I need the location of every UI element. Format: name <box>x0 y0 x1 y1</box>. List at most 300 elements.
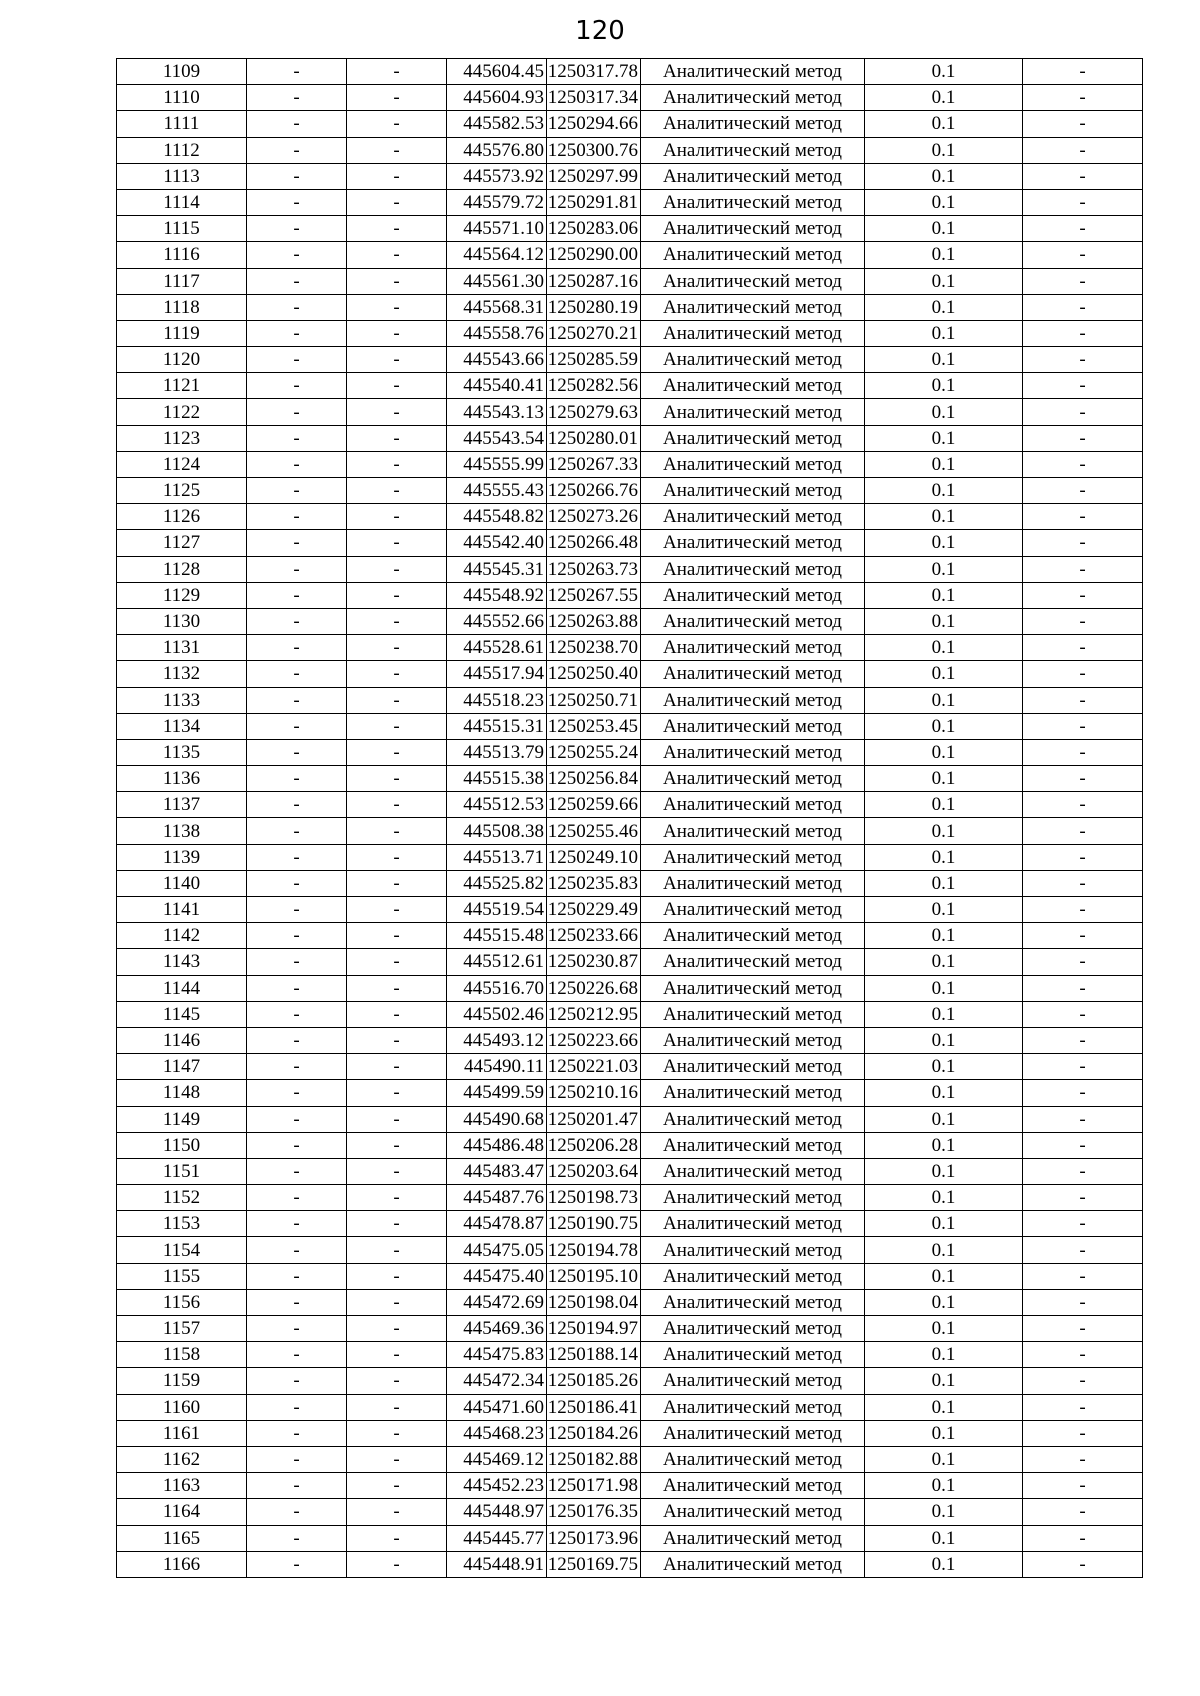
accuracy-cell: 0.1 <box>865 1263 1023 1289</box>
point-number-cell: 1161 <box>117 1420 247 1446</box>
point-number-cell: 1117 <box>117 268 247 294</box>
point-number-cell: 1147 <box>117 1054 247 1080</box>
x-coordinate-cell: 445545.31 <box>447 556 547 582</box>
method-cell: Аналитический метод <box>641 1237 865 1263</box>
y-coordinate-cell: 1250188.14 <box>547 1342 641 1368</box>
y-coordinate-cell: 1250287.16 <box>547 268 641 294</box>
y-coordinate-cell: 1250249.10 <box>547 844 641 870</box>
empty-cell-1: - <box>247 844 347 870</box>
accuracy-cell: 0.1 <box>865 556 1023 582</box>
page-number: 120 <box>575 16 625 46</box>
x-coordinate-cell: 445468.23 <box>447 1420 547 1446</box>
empty-cell-1: - <box>247 1499 347 1525</box>
y-coordinate-cell: 1250253.45 <box>547 713 641 739</box>
table-row <box>117 1001 1143 1027</box>
empty-cell-2: - <box>347 1289 447 1315</box>
method-cell: Аналитический метод <box>641 739 865 765</box>
point-number-cell: 1121 <box>117 373 247 399</box>
empty-cell-3: - <box>1023 1027 1143 1053</box>
method-cell: Аналитический метод <box>641 1289 865 1315</box>
method-cell: Аналитический метод <box>641 661 865 687</box>
method-cell: Аналитический метод <box>641 373 865 399</box>
empty-cell-1: - <box>247 111 347 137</box>
accuracy-cell: 0.1 <box>865 1054 1023 1080</box>
y-coordinate-cell: 1250270.21 <box>547 320 641 346</box>
x-coordinate-cell: 445448.97 <box>447 1499 547 1525</box>
point-number-cell: 1127 <box>117 530 247 556</box>
y-coordinate-cell: 1250229.49 <box>547 897 641 923</box>
y-coordinate-cell: 1250182.88 <box>547 1446 641 1472</box>
x-coordinate-cell: 445475.83 <box>447 1342 547 1368</box>
method-cell: Аналитический метод <box>641 844 865 870</box>
accuracy-cell: 0.1 <box>865 451 1023 477</box>
x-coordinate-cell: 445604.45 <box>447 59 547 85</box>
y-coordinate-cell: 1250267.55 <box>547 582 641 608</box>
accuracy-cell: 0.1 <box>865 1473 1023 1499</box>
point-number-cell: 1165 <box>117 1525 247 1551</box>
x-coordinate-cell: 445483.47 <box>447 1158 547 1184</box>
x-coordinate-cell: 445528.61 <box>447 635 547 661</box>
accuracy-cell: 0.1 <box>865 1080 1023 1106</box>
method-cell: Аналитический метод <box>641 1132 865 1158</box>
empty-cell-2: - <box>347 1316 447 1342</box>
empty-cell-2: - <box>347 713 447 739</box>
y-coordinate-cell: 1250279.63 <box>547 399 641 425</box>
empty-cell-3: - <box>1023 713 1143 739</box>
accuracy-cell: 0.1 <box>865 635 1023 661</box>
x-coordinate-cell: 445604.93 <box>447 85 547 111</box>
y-coordinate-cell: 1250291.81 <box>547 189 641 215</box>
table-row <box>117 530 1143 556</box>
point-number-cell: 1149 <box>117 1106 247 1132</box>
accuracy-cell: 0.1 <box>865 897 1023 923</box>
empty-cell-2: - <box>347 1420 447 1446</box>
x-coordinate-cell: 445564.12 <box>447 242 547 268</box>
empty-cell-2: - <box>347 451 447 477</box>
method-cell: Аналитический метод <box>641 163 865 189</box>
table-row <box>117 163 1143 189</box>
empty-cell-3: - <box>1023 608 1143 634</box>
empty-cell-1: - <box>247 870 347 896</box>
table-row <box>117 294 1143 320</box>
point-number-cell: 1118 <box>117 294 247 320</box>
empty-cell-1: - <box>247 713 347 739</box>
table-row <box>117 1106 1143 1132</box>
accuracy-cell: 0.1 <box>865 242 1023 268</box>
method-cell: Аналитический метод <box>641 320 865 346</box>
x-coordinate-cell: 445555.99 <box>447 451 547 477</box>
table-row <box>117 923 1143 949</box>
y-coordinate-cell: 1250198.04 <box>547 1289 641 1315</box>
empty-cell-3: - <box>1023 1394 1143 1420</box>
empty-cell-1: - <box>247 1027 347 1053</box>
empty-cell-3: - <box>1023 189 1143 215</box>
point-number-cell: 1143 <box>117 949 247 975</box>
method-cell: Аналитический метод <box>641 1368 865 1394</box>
empty-cell-3: - <box>1023 739 1143 765</box>
x-coordinate-cell: 445555.43 <box>447 478 547 504</box>
y-coordinate-cell: 1250255.24 <box>547 739 641 765</box>
empty-cell-1: - <box>247 1473 347 1499</box>
empty-cell-3: - <box>1023 766 1143 792</box>
empty-cell-2: - <box>347 1132 447 1158</box>
empty-cell-2: - <box>347 242 447 268</box>
empty-cell-3: - <box>1023 635 1143 661</box>
y-coordinate-cell: 1250223.66 <box>547 1027 641 1053</box>
empty-cell-2: - <box>347 1211 447 1237</box>
point-number-cell: 1151 <box>117 1158 247 1184</box>
accuracy-cell: 0.1 <box>865 85 1023 111</box>
table-row <box>117 268 1143 294</box>
empty-cell-1: - <box>247 661 347 687</box>
point-number-cell: 1146 <box>117 1027 247 1053</box>
empty-cell-1: - <box>247 399 347 425</box>
accuracy-cell: 0.1 <box>865 268 1023 294</box>
empty-cell-2: - <box>347 189 447 215</box>
x-coordinate-cell: 445513.71 <box>447 844 547 870</box>
empty-cell-1: - <box>247 1446 347 1472</box>
y-coordinate-cell: 1250201.47 <box>547 1106 641 1132</box>
empty-cell-3: - <box>1023 320 1143 346</box>
point-number-cell: 1157 <box>117 1316 247 1342</box>
empty-cell-2: - <box>347 975 447 1001</box>
empty-cell-1: - <box>247 1551 347 1577</box>
empty-cell-1: - <box>247 425 347 451</box>
empty-cell-1: - <box>247 504 347 530</box>
empty-cell-1: - <box>247 923 347 949</box>
empty-cell-3: - <box>1023 1080 1143 1106</box>
empty-cell-2: - <box>347 739 447 765</box>
x-coordinate-cell: 445499.59 <box>447 1080 547 1106</box>
y-coordinate-cell: 1250185.26 <box>547 1368 641 1394</box>
method-cell: Аналитический метод <box>641 478 865 504</box>
table-row <box>117 1289 1143 1315</box>
point-number-cell: 1150 <box>117 1132 247 1158</box>
point-number-cell: 1125 <box>117 478 247 504</box>
x-coordinate-cell: 445513.79 <box>447 739 547 765</box>
empty-cell-1: - <box>247 1001 347 1027</box>
empty-cell-2: - <box>347 1080 447 1106</box>
empty-cell-2: - <box>347 1054 447 1080</box>
empty-cell-2: - <box>347 294 447 320</box>
accuracy-cell: 0.1 <box>865 818 1023 844</box>
empty-cell-3: - <box>1023 504 1143 530</box>
method-cell: Аналитический метод <box>641 59 865 85</box>
empty-cell-3: - <box>1023 425 1143 451</box>
accuracy-cell: 0.1 <box>865 687 1023 713</box>
method-cell: Аналитический метод <box>641 1551 865 1577</box>
table-row <box>117 1394 1143 1420</box>
accuracy-cell: 0.1 <box>865 189 1023 215</box>
method-cell: Аналитический метод <box>641 975 865 1001</box>
table-row <box>117 975 1143 1001</box>
point-number-cell: 1113 <box>117 163 247 189</box>
accuracy-cell: 0.1 <box>865 1106 1023 1132</box>
table-row <box>117 347 1143 373</box>
x-coordinate-cell: 445579.72 <box>447 189 547 215</box>
method-cell: Аналитический метод <box>641 713 865 739</box>
method-cell: Аналитический метод <box>641 923 865 949</box>
y-coordinate-cell: 1250212.95 <box>547 1001 641 1027</box>
accuracy-cell: 0.1 <box>865 320 1023 346</box>
empty-cell-3: - <box>1023 582 1143 608</box>
point-number-cell: 1166 <box>117 1551 247 1577</box>
x-coordinate-cell: 445493.12 <box>447 1027 547 1053</box>
table-row <box>117 792 1143 818</box>
x-coordinate-cell: 445543.13 <box>447 399 547 425</box>
empty-cell-1: - <box>247 687 347 713</box>
x-coordinate-cell: 445548.92 <box>447 582 547 608</box>
empty-cell-1: - <box>247 792 347 818</box>
empty-cell-1: - <box>247 1394 347 1420</box>
empty-cell-3: - <box>1023 399 1143 425</box>
empty-cell-1: - <box>247 635 347 661</box>
method-cell: Аналитический метод <box>641 1263 865 1289</box>
method-cell: Аналитический метод <box>641 897 865 923</box>
y-coordinate-cell: 1250282.56 <box>547 373 641 399</box>
empty-cell-1: - <box>247 189 347 215</box>
empty-cell-3: - <box>1023 975 1143 1001</box>
x-coordinate-cell: 445508.38 <box>447 818 547 844</box>
empty-cell-1: - <box>247 1211 347 1237</box>
y-coordinate-cell: 1250171.98 <box>547 1473 641 1499</box>
point-number-cell: 1140 <box>117 870 247 896</box>
method-cell: Аналитический метод <box>641 870 865 896</box>
table-row <box>117 242 1143 268</box>
empty-cell-3: - <box>1023 1237 1143 1263</box>
accuracy-cell: 0.1 <box>865 1420 1023 1446</box>
table-row <box>117 1525 1143 1551</box>
accuracy-cell: 0.1 <box>865 739 1023 765</box>
point-number-cell: 1134 <box>117 713 247 739</box>
empty-cell-1: - <box>247 1525 347 1551</box>
table-row <box>117 451 1143 477</box>
table-row <box>117 1368 1143 1394</box>
empty-cell-2: - <box>347 1027 447 1053</box>
accuracy-cell: 0.1 <box>865 294 1023 320</box>
y-coordinate-cell: 1250266.48 <box>547 530 641 556</box>
y-coordinate-cell: 1250297.99 <box>547 163 641 189</box>
accuracy-cell: 0.1 <box>865 870 1023 896</box>
method-cell: Аналитический метод <box>641 1473 865 1499</box>
table-row <box>117 1080 1143 1106</box>
y-coordinate-cell: 1250176.35 <box>547 1499 641 1525</box>
point-number-cell: 1154 <box>117 1237 247 1263</box>
point-number-cell: 1136 <box>117 766 247 792</box>
empty-cell-2: - <box>347 373 447 399</box>
x-coordinate-cell: 445469.36 <box>447 1316 547 1342</box>
y-coordinate-cell: 1250280.19 <box>547 294 641 320</box>
table-row <box>117 1551 1143 1577</box>
empty-cell-3: - <box>1023 792 1143 818</box>
method-cell: Аналитический метод <box>641 189 865 215</box>
method-cell: Аналитический метод <box>641 1185 865 1211</box>
empty-cell-2: - <box>347 582 447 608</box>
accuracy-cell: 0.1 <box>865 530 1023 556</box>
empty-cell-2: - <box>347 59 447 85</box>
coordinates-table <box>116 58 1143 1578</box>
x-coordinate-cell: 445518.23 <box>447 687 547 713</box>
table-row <box>117 1263 1143 1289</box>
empty-cell-1: - <box>247 1263 347 1289</box>
accuracy-cell: 0.1 <box>865 1132 1023 1158</box>
empty-cell-1: - <box>247 897 347 923</box>
table-row <box>117 373 1143 399</box>
table-row <box>117 216 1143 242</box>
y-coordinate-cell: 1250194.78 <box>547 1237 641 1263</box>
method-cell: Аналитический метод <box>641 504 865 530</box>
empty-cell-1: - <box>247 373 347 399</box>
accuracy-cell: 0.1 <box>865 163 1023 189</box>
accuracy-cell: 0.1 <box>865 399 1023 425</box>
method-cell: Аналитический метод <box>641 85 865 111</box>
method-cell: Аналитический метод <box>641 1446 865 1472</box>
method-cell: Аналитический метод <box>641 608 865 634</box>
method-cell: Аналитический метод <box>641 347 865 373</box>
empty-cell-2: - <box>347 320 447 346</box>
empty-cell-1: - <box>247 530 347 556</box>
table-row <box>117 739 1143 765</box>
x-coordinate-cell: 445543.54 <box>447 425 547 451</box>
point-number-cell: 1109 <box>117 59 247 85</box>
method-cell: Аналитический метод <box>641 1211 865 1237</box>
y-coordinate-cell: 1250221.03 <box>547 1054 641 1080</box>
table-row <box>117 137 1143 163</box>
empty-cell-3: - <box>1023 1316 1143 1342</box>
point-number-cell: 1152 <box>117 1185 247 1211</box>
x-coordinate-cell: 445543.66 <box>447 347 547 373</box>
method-cell: Аналитический метод <box>641 242 865 268</box>
table-row <box>117 85 1143 111</box>
empty-cell-3: - <box>1023 661 1143 687</box>
accuracy-cell: 0.1 <box>865 1316 1023 1342</box>
empty-cell-1: - <box>247 975 347 1001</box>
empty-cell-2: - <box>347 1237 447 1263</box>
empty-cell-1: - <box>247 1080 347 1106</box>
empty-cell-3: - <box>1023 478 1143 504</box>
empty-cell-3: - <box>1023 1185 1143 1211</box>
accuracy-cell: 0.1 <box>865 216 1023 242</box>
y-coordinate-cell: 1250300.76 <box>547 137 641 163</box>
empty-cell-3: - <box>1023 1054 1143 1080</box>
point-number-cell: 1159 <box>117 1368 247 1394</box>
y-coordinate-cell: 1250195.10 <box>547 1263 641 1289</box>
empty-cell-1: - <box>247 59 347 85</box>
empty-cell-2: - <box>347 1001 447 1027</box>
empty-cell-1: - <box>247 739 347 765</box>
empty-cell-2: - <box>347 687 447 713</box>
x-coordinate-cell: 445540.41 <box>447 373 547 399</box>
empty-cell-1: - <box>247 1132 347 1158</box>
x-coordinate-cell: 445516.70 <box>447 975 547 1001</box>
empty-cell-3: - <box>1023 268 1143 294</box>
empty-cell-1: - <box>247 451 347 477</box>
empty-cell-3: - <box>1023 1368 1143 1394</box>
empty-cell-3: - <box>1023 137 1143 163</box>
empty-cell-3: - <box>1023 556 1143 582</box>
empty-cell-3: - <box>1023 1106 1143 1132</box>
table-row <box>117 635 1143 661</box>
accuracy-cell: 0.1 <box>865 373 1023 399</box>
x-coordinate-cell: 445469.12 <box>447 1446 547 1472</box>
point-number-cell: 1124 <box>117 451 247 477</box>
table-body <box>117 59 1143 1578</box>
empty-cell-2: - <box>347 635 447 661</box>
point-number-cell: 1112 <box>117 137 247 163</box>
empty-cell-2: - <box>347 608 447 634</box>
point-number-cell: 1128 <box>117 556 247 582</box>
empty-cell-1: - <box>247 294 347 320</box>
x-coordinate-cell: 445542.40 <box>447 530 547 556</box>
empty-cell-1: - <box>247 818 347 844</box>
point-number-cell: 1137 <box>117 792 247 818</box>
y-coordinate-cell: 1250263.88 <box>547 608 641 634</box>
x-coordinate-cell: 445475.40 <box>447 1263 547 1289</box>
accuracy-cell: 0.1 <box>865 478 1023 504</box>
table-row <box>117 1237 1143 1263</box>
method-cell: Аналитический метод <box>641 582 865 608</box>
accuracy-cell: 0.1 <box>865 792 1023 818</box>
accuracy-cell: 0.1 <box>865 923 1023 949</box>
accuracy-cell: 0.1 <box>865 1158 1023 1184</box>
x-coordinate-cell: 445490.11 <box>447 1054 547 1080</box>
empty-cell-2: - <box>347 1473 447 1499</box>
point-number-cell: 1139 <box>117 844 247 870</box>
empty-cell-3: - <box>1023 1525 1143 1551</box>
empty-cell-2: - <box>347 1185 447 1211</box>
empty-cell-3: - <box>1023 163 1143 189</box>
point-number-cell: 1131 <box>117 635 247 661</box>
method-cell: Аналитический метод <box>641 425 865 451</box>
accuracy-cell: 0.1 <box>865 1394 1023 1420</box>
y-coordinate-cell: 1250238.70 <box>547 635 641 661</box>
empty-cell-1: - <box>247 556 347 582</box>
x-coordinate-cell: 445525.82 <box>447 870 547 896</box>
point-number-cell: 1110 <box>117 85 247 111</box>
x-coordinate-cell: 445486.48 <box>447 1132 547 1158</box>
empty-cell-1: - <box>247 163 347 189</box>
point-number-cell: 1130 <box>117 608 247 634</box>
table-row <box>117 1473 1143 1499</box>
table-row <box>117 556 1143 582</box>
empty-cell-2: - <box>347 1263 447 1289</box>
empty-cell-2: - <box>347 268 447 294</box>
table-row <box>117 399 1143 425</box>
table-row <box>117 1158 1143 1184</box>
empty-cell-3: - <box>1023 111 1143 137</box>
y-coordinate-cell: 1250294.66 <box>547 111 641 137</box>
empty-cell-2: - <box>347 1499 447 1525</box>
x-coordinate-cell: 445478.87 <box>447 1211 547 1237</box>
table-row <box>117 504 1143 530</box>
empty-cell-3: - <box>1023 1211 1143 1237</box>
y-coordinate-cell: 1250173.96 <box>547 1525 641 1551</box>
method-cell: Аналитический метод <box>641 268 865 294</box>
empty-cell-2: - <box>347 870 447 896</box>
y-coordinate-cell: 1250283.06 <box>547 216 641 242</box>
method-cell: Аналитический метод <box>641 1106 865 1132</box>
point-number-cell: 1129 <box>117 582 247 608</box>
table-row <box>117 1420 1143 1446</box>
empty-cell-3: - <box>1023 373 1143 399</box>
y-coordinate-cell: 1250206.28 <box>547 1132 641 1158</box>
accuracy-cell: 0.1 <box>865 137 1023 163</box>
y-coordinate-cell: 1250255.46 <box>547 818 641 844</box>
accuracy-cell: 0.1 <box>865 975 1023 1001</box>
point-number-cell: 1138 <box>117 818 247 844</box>
empty-cell-3: - <box>1023 242 1143 268</box>
empty-cell-1: - <box>247 1106 347 1132</box>
